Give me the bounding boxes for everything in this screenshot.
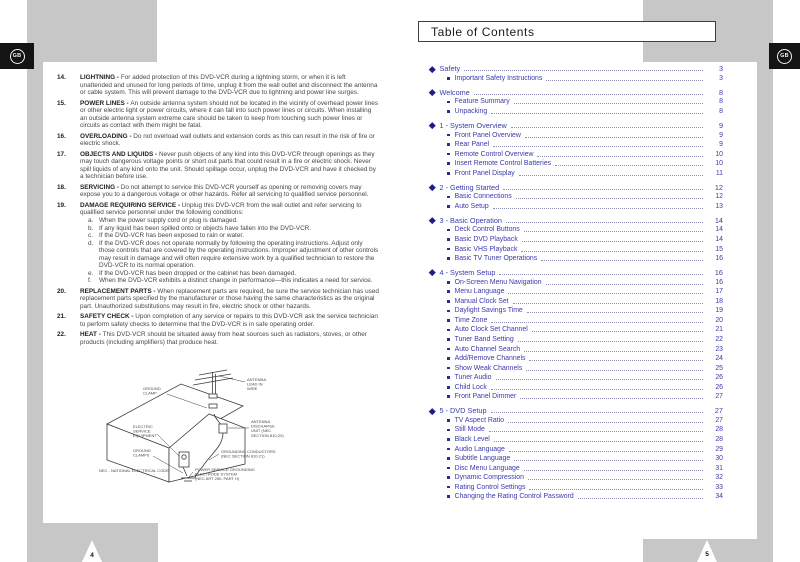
square-bullet-icon	[447, 257, 450, 260]
toc-entry-page: 9	[719, 131, 723, 139]
toc-entry	[430, 97, 723, 107]
toc-entry-label: 1 - System Overview	[439, 121, 507, 130]
square-bullet-icon	[447, 386, 450, 389]
item-number: 16.	[57, 132, 66, 140]
label-ground-clamps: GROUND CLAMPS	[133, 448, 151, 458]
dot-leader	[494, 435, 703, 442]
toc-entry-page: 14	[715, 226, 723, 234]
square-bullet-icon	[447, 329, 450, 332]
safety-item-16	[57, 133, 379, 148]
dot-leader	[532, 325, 703, 332]
toc-entry	[430, 492, 723, 502]
toc-entry	[430, 235, 723, 245]
toc-entry-page: 26	[715, 374, 723, 382]
toc-entry-label: Basic TV Tuner Operations	[454, 255, 538, 263]
square-bullet-icon	[447, 110, 450, 113]
ground-clamp-box	[209, 394, 217, 398]
toc-entry	[430, 354, 723, 364]
toc-entry	[430, 277, 723, 287]
toc-entry	[430, 382, 723, 392]
toc-entry-label: Add/Remove Channels	[454, 355, 526, 363]
dot-leader	[555, 159, 703, 166]
toc-entry	[430, 406, 723, 416]
square-bullet-icon	[447, 357, 450, 360]
toc-entry-label: Disc Menu Language	[454, 464, 520, 472]
dot-leader	[578, 492, 703, 499]
dot-leader	[503, 183, 703, 190]
square-bullet-icon	[447, 143, 450, 146]
toc-entry	[430, 121, 723, 131]
dot-leader	[529, 354, 703, 361]
dot-leader	[541, 254, 703, 261]
discharge-unit-box	[219, 424, 227, 433]
toc-entry	[430, 88, 723, 98]
toc-entry-label: Rating Control Settings	[454, 483, 526, 491]
toc-entry-label: Rear Panel	[454, 141, 490, 149]
toc-entry-page: 8	[718, 87, 723, 97]
toc-entry	[430, 297, 723, 307]
toc-entry	[430, 287, 723, 297]
label-grounding-conductors: GROUNDING CONDUCTORS (NEC SECTION 810-21)	[221, 449, 276, 459]
toc-entry-page: 19	[715, 307, 723, 315]
toc-entry-page: 10	[715, 150, 723, 158]
square-bullet-icon	[447, 338, 450, 341]
language-badge-right	[769, 43, 800, 69]
dot-leader	[493, 140, 703, 147]
toc-entry	[430, 416, 723, 426]
toc-entry-label: 3 - Basic Operation	[439, 215, 502, 225]
decor-strip-right	[757, 0, 773, 562]
toc-entry-label: Child Lock	[454, 383, 487, 391]
toc-entry-page: 9	[719, 141, 723, 149]
toc-entry	[430, 225, 723, 235]
square-bullet-icon	[447, 376, 450, 379]
toc-entry-label: Audio Language	[454, 445, 505, 453]
toc-entry	[430, 168, 723, 178]
square-bullet-icon	[447, 281, 450, 284]
toc-group	[430, 121, 723, 178]
toc-entry-label: Subtitle Language	[454, 455, 511, 463]
toc-entry	[430, 149, 723, 159]
toc-entry-page: 15	[715, 245, 723, 253]
toc-entry-page: 27	[714, 406, 723, 416]
square-bullet-icon	[447, 467, 450, 470]
toc-entry-label: TV Aspect Ratio	[454, 416, 504, 424]
toc-entry-page: 9	[718, 121, 723, 130]
toc-entry	[430, 473, 723, 483]
item-text: OVERLOADING - Do not overload wall outlets and extension cords as this can result in the risk of fire or electric shock.	[80, 132, 375, 147]
square-bullet-icon	[447, 134, 450, 137]
toc-entry-label: Basic VHS Playback	[454, 245, 518, 253]
toc-entry-label: 5 - DVD Setup	[439, 406, 487, 416]
diamond-bullet-icon	[429, 269, 435, 275]
toc-entry-label: Remote Control Overview	[454, 150, 534, 158]
dot-leader	[514, 97, 703, 104]
item-text: SAFETY CHECK - Upon completion of any service or repairs to this DVD-VCR ask the service technician to perform safety checks to determine that the DVD-VCR is in safe operating order.	[80, 313, 378, 328]
toc-entry-label: Unpacking	[454, 107, 488, 115]
safety-subitem-d: d. If the DVD-VCR does not operate normally by following the operating instructions. Adjust only those controls that are covered by the operating instructions. Improper adjustment of other controls may result in damage and will often require extensive work by a qualified technician to restore the DVD-VCR to its normal operation.	[88, 239, 379, 269]
label-nec: NEC - NATIONAL ELECTRICAL CODE	[99, 468, 169, 473]
square-bullet-icon	[447, 101, 450, 104]
diamond-bullet-icon	[429, 122, 435, 128]
dot-leader	[513, 297, 703, 304]
safety-list	[57, 74, 379, 349]
grounding-diagram	[95, 368, 333, 522]
toc-list	[430, 64, 723, 502]
dot-leader	[528, 473, 703, 480]
dot-leader	[529, 483, 703, 490]
label-discharge-unit: ANTENNA DISCHARGE UNIT (NEC SECTION 810-20)	[251, 419, 284, 438]
toc-group	[430, 183, 723, 212]
toc-entry	[430, 159, 723, 169]
safety-subitem-b: b. If any liquid has been spilled onto or objects have fallen into the DVD-VCR.	[88, 224, 312, 232]
toc-entry	[430, 64, 723, 74]
ground-clamp-box	[209, 404, 217, 408]
toc-entry	[430, 254, 723, 264]
toc-entry-page: 23	[715, 345, 723, 353]
toc-entry-label: Menu Language	[454, 288, 505, 296]
square-bullet-icon	[447, 290, 450, 293]
dot-leader	[491, 406, 703, 413]
toc-entry	[430, 325, 723, 335]
toc-entry	[430, 316, 723, 326]
toc-entry	[430, 107, 723, 117]
safety-item-21	[57, 313, 379, 328]
square-bullet-icon	[447, 229, 450, 232]
square-bullet-icon	[447, 486, 450, 489]
square-bullet-icon	[447, 300, 450, 303]
toc-group	[430, 88, 723, 117]
toc-entry-label: Black Level	[454, 435, 490, 443]
toc-entry-page: 10	[715, 160, 723, 168]
square-bullet-icon	[447, 310, 450, 313]
toc-entry-label: Basic Connections	[454, 193, 512, 201]
toc-entry-label: On-Screen Menu Navigation	[454, 278, 542, 286]
dot-leader	[493, 202, 703, 209]
item-number: 14.	[57, 74, 66, 81]
dot-leader	[537, 150, 703, 157]
square-bullet-icon	[447, 348, 450, 351]
toc-entry-label: Front Panel Display	[454, 169, 515, 177]
square-bullet-icon	[447, 367, 450, 370]
toc-entry-page: 30	[715, 455, 723, 463]
square-bullet-icon	[447, 419, 450, 422]
dot-leader	[464, 64, 703, 71]
toc-entry-page: 22	[715, 335, 723, 343]
item-number: 22.	[57, 331, 66, 338]
square-bullet-icon	[447, 77, 450, 80]
safety-subitem-c: c. If the DVD-VCR has been exposed to rain or water.	[88, 232, 244, 239]
toc-group	[430, 268, 723, 402]
toc-entry-label: Welcome	[439, 87, 470, 97]
decor-bar-top-left	[27, 0, 157, 62]
toc-entry	[430, 463, 723, 473]
toc-group	[430, 64, 723, 83]
toc-entry-label: Still Mode	[454, 426, 485, 434]
toc-entry-page: 16	[715, 255, 723, 263]
toc-entry	[430, 216, 723, 226]
toc-entry	[430, 454, 723, 464]
label-electric-service: ELECTRIC SERVICE EQUIPMENT	[133, 424, 157, 439]
dot-leader	[508, 416, 703, 423]
dot-leader	[491, 107, 703, 114]
toc-entry-page: 16	[714, 268, 723, 278]
toc-entry-page: 28	[715, 435, 723, 443]
toc-entry-label: Auto Setup	[454, 202, 489, 210]
item-number: 17.	[57, 150, 66, 158]
toc-entry-label: Front Panel Dimmer	[454, 393, 517, 401]
dot-leader	[516, 192, 703, 199]
toc-entry-label: 2 - Getting Started	[439, 182, 500, 192]
dot-leader	[526, 364, 703, 371]
square-bullet-icon	[447, 429, 450, 432]
safety-item-17	[57, 151, 379, 181]
diamond-bullet-icon	[429, 184, 435, 190]
dot-leader	[527, 306, 703, 313]
diamond-bullet-icon	[429, 408, 435, 414]
toc-entry-label: Front Panel Overview	[454, 131, 521, 139]
leader-line	[219, 376, 245, 382]
toc-entry	[430, 244, 723, 254]
square-bullet-icon	[447, 172, 450, 175]
toc-entry-page: 20	[715, 316, 723, 324]
dot-leader	[524, 345, 703, 352]
toc-entry-page: 14	[714, 215, 723, 225]
toc-entry-label: Deck Control Buttons	[454, 226, 520, 234]
item-text: LIGHTNING - For added protection of this DVD-VCR during a lightning storm, or when it is left unattended and unused for long periods of time, unplug it from the wall outlet and disconnect the antenna or cable system. This will prevent damage to the DVD-VCR due to lightning and power line surges.	[80, 74, 378, 96]
dot-leader	[546, 74, 703, 81]
safety-item-15	[57, 100, 379, 130]
item-text: OBJECTS AND LIQUIDS - Never push objects of any kind into this DVD-VCR through openings as they may touch dangerous voltage points or short out parts that could result in a fire or electric shock. Never spill liquids of any kind onto the unit. Should spillage occur, unplug the DVD-VCR and have it checked by a technician before use.	[80, 150, 376, 180]
dot-leader	[524, 464, 703, 471]
toc-entry-label: Important Safety Instructions	[454, 74, 543, 82]
toc-entry-page: 12	[714, 182, 723, 192]
toc-entry-page: 12	[715, 193, 723, 201]
toc-entry-label: Manual Clock Set	[454, 297, 509, 305]
page-number-right: 5	[705, 551, 709, 558]
safety-subitem-a: a. When the power supply cord or plug is damaged.	[88, 217, 238, 224]
square-bullet-icon	[447, 153, 450, 156]
square-bullet-icon	[447, 248, 450, 251]
toc-entry	[430, 192, 723, 202]
dot-leader	[511, 121, 703, 128]
dot-leader	[520, 392, 703, 399]
antenna-element	[199, 370, 227, 375]
toc-entry	[430, 335, 723, 345]
toc-group	[430, 406, 723, 501]
toc-entry-label: 4 - System Setup	[439, 268, 496, 278]
label-antenna-lead: ANTENNA LEAD IN WIRE	[247, 377, 267, 392]
toc-entry	[430, 363, 723, 373]
toc-entry-page: 16	[715, 278, 723, 286]
toc-entry-label: Time Zone	[454, 316, 488, 324]
toc-entry-page: 13	[715, 202, 723, 210]
dot-leader	[508, 287, 703, 294]
toc-entry-page: 21	[715, 326, 723, 334]
square-bullet-icon	[447, 196, 450, 199]
toc-entry-label: Changing the Rating Control Password	[454, 493, 574, 501]
diamond-bullet-icon	[429, 89, 435, 95]
item-number: 18.	[57, 183, 66, 191]
toc-entry	[430, 202, 723, 212]
dot-leader	[546, 278, 703, 285]
item-text: POWER LINES - An outside antenna system should not be located in the vicinity of overhead power lines or other electric light or power circuits, where it can fall into such power lines or circuits. When installing an outside antenna system extreme care should be taken to keep from touching such power lines or circuits as contact with them might be fatal.	[80, 99, 379, 129]
toc-entry-page: 31	[715, 464, 723, 472]
toc-entry-page: 8	[719, 98, 723, 106]
toc-entry-page: 27	[715, 416, 723, 424]
toc-entry-label: Safety	[439, 64, 461, 74]
item-number: 19.	[57, 201, 66, 209]
toc-entry-label: Auto Channel Search	[454, 345, 521, 353]
square-bullet-icon	[447, 438, 450, 441]
toc-entry	[430, 306, 723, 316]
safety-item-22	[57, 331, 379, 346]
toc-entry-page: 11	[715, 169, 723, 177]
toc-entry-label: Basic DVD Playback	[454, 236, 518, 244]
toc-entry-label: Feature Summary	[454, 98, 510, 106]
toc-entry-page: 24	[715, 355, 723, 363]
safety-subitem-e: e. If the DVD-VCR has been dropped or the cabinet has been damaged.	[88, 269, 297, 277]
toc-entry-page: 17	[715, 288, 723, 296]
dot-leader	[514, 454, 703, 461]
toc-entry-page: 32	[715, 474, 723, 482]
dot-leader	[489, 425, 703, 432]
toc-entry	[430, 373, 723, 383]
item-text: HEAT - This DVD-VCR should be situated away from heat sources such as radiators, stoves, or other products (including amplifiers) that produce heat.	[80, 331, 367, 346]
toc-entry-page: 14	[715, 236, 723, 244]
label-power-service: POWER SERVICE GROUNDING ELECTRODE SYSTEM (NEC ART 250, PART H)	[195, 467, 255, 482]
toc-entry-label: Tuner Band Setting	[454, 335, 514, 343]
toc-entry	[430, 435, 723, 445]
dot-leader	[496, 373, 704, 380]
page-number-left: 4	[90, 552, 94, 559]
toc-entry-label: Show Weak Channels	[454, 364, 523, 372]
dot-leader	[506, 216, 703, 223]
toc-entry	[430, 183, 723, 193]
square-bullet-icon	[447, 319, 450, 322]
dot-leader	[474, 88, 703, 95]
decor-strip-left	[27, 0, 43, 562]
toc-group	[430, 216, 723, 264]
item-number: 20.	[57, 287, 66, 295]
label-ground-clamp: GROUND CLAMP	[143, 386, 161, 396]
toc-entry	[430, 344, 723, 354]
gb-icon: GB	[777, 49, 792, 64]
safety-subitem-f: f. When the DVD-VCR exhibits a distinct change in performance—this indicates a need for service.	[88, 277, 373, 284]
toc-entry-label: Auto Clock Set Channel	[454, 326, 528, 334]
toc-entry	[430, 482, 723, 492]
toc-entry-page: 28	[715, 426, 723, 434]
toc-entry-label: Insert Remote Control Batteries	[454, 160, 552, 168]
toc-entry-page: 25	[715, 364, 723, 372]
dot-leader	[519, 169, 703, 176]
dot-leader	[521, 245, 703, 252]
toc-entry-page: 26	[715, 383, 723, 391]
toc-entry-label: Dynamic Compression	[454, 474, 524, 482]
square-bullet-icon	[447, 238, 450, 241]
square-bullet-icon	[447, 448, 450, 451]
toc-entry	[430, 130, 723, 140]
item-number: 21.	[57, 313, 66, 320]
toc-entry-page: 34	[715, 493, 723, 501]
toc-entry-page: 3	[719, 74, 723, 82]
toc-entry	[430, 140, 723, 150]
dot-leader	[524, 225, 703, 232]
dot-leader	[509, 445, 703, 452]
dot-leader	[491, 383, 703, 390]
square-bullet-icon	[447, 162, 450, 165]
item-text: SERVICING - Do not attempt to service this DVD-VCR yourself as opening or removing covers may expose you to a dangerous voltage or other hazards. Refer all servicing to qualified service personnel.	[80, 183, 369, 198]
toc-title-box	[418, 21, 716, 42]
safety-item-20	[57, 288, 379, 311]
square-bullet-icon	[447, 395, 450, 398]
page-title: Table of Contents	[431, 24, 535, 39]
gb-icon: GB	[10, 49, 25, 64]
square-bullet-icon	[447, 205, 450, 208]
item-number: 15.	[57, 99, 66, 107]
toc-entry	[430, 425, 723, 435]
toc-entry	[430, 74, 723, 84]
square-bullet-icon	[447, 495, 450, 498]
toc-entry	[430, 268, 723, 278]
safety-item-18	[57, 184, 379, 199]
square-bullet-icon	[447, 476, 450, 479]
dot-leader	[522, 235, 703, 242]
dot-leader	[491, 316, 703, 323]
toc-entry-page: 27	[715, 393, 723, 401]
item-text: DAMAGE REQUIRING SERVICE - Unplug this DVD-VCR from the wall outlet and refer servicing to qualified service personnel under the following conditions: a. When the power supply cord or plug is damaged. b. If any liquid has been spilled onto or objects have fallen into the DVD-VCR. c. If the DVD-VCR has been exposed to rain or water. d. If the DVD-VCR does not operate normally by following the operating instructions. Adjust only those controls that are covered by the operating instructions. Improper adjustment of other controls may result in damage and will often require extensive work by a qualified technician to restore the DVD-VCR to its normal operation. e. If the DVD-VCR has been dropped or the cabinet has been damaged. f. When the DVD-VCR exhibits a distinct change in performance—this indicates a need for service.	[80, 201, 379, 284]
toc-entry-label: Tuner Audio	[454, 374, 492, 382]
toc-entry	[430, 392, 723, 402]
toc-entry-page: 33	[715, 483, 723, 491]
toc-entry-page: 3	[718, 64, 723, 74]
square-bullet-icon	[447, 457, 450, 460]
dot-leader	[518, 335, 703, 342]
toc-entry-label: Daylight Savings Time	[454, 307, 523, 315]
toc-entry-page: 29	[715, 445, 723, 453]
dot-leader	[499, 268, 703, 275]
diamond-bullet-icon	[429, 217, 435, 223]
toc-entry-page: 18	[715, 297, 723, 305]
diamond-bullet-icon	[429, 66, 435, 72]
language-badge-left	[0, 43, 34, 69]
item-text: REPLACEMENT PARTS - When replacement parts are required, be sure the service technician has used replacement parts specified by the manufacturer or those having the same characteristics as the original part. Unauthorized substitutions may result in fire, electric shock or other hazards.	[80, 287, 379, 310]
toc-entry-page: 8	[719, 107, 723, 115]
safety-item-14	[57, 74, 379, 97]
toc-entry	[430, 444, 723, 454]
dot-leader	[525, 131, 703, 138]
safety-item-19	[57, 202, 379, 285]
